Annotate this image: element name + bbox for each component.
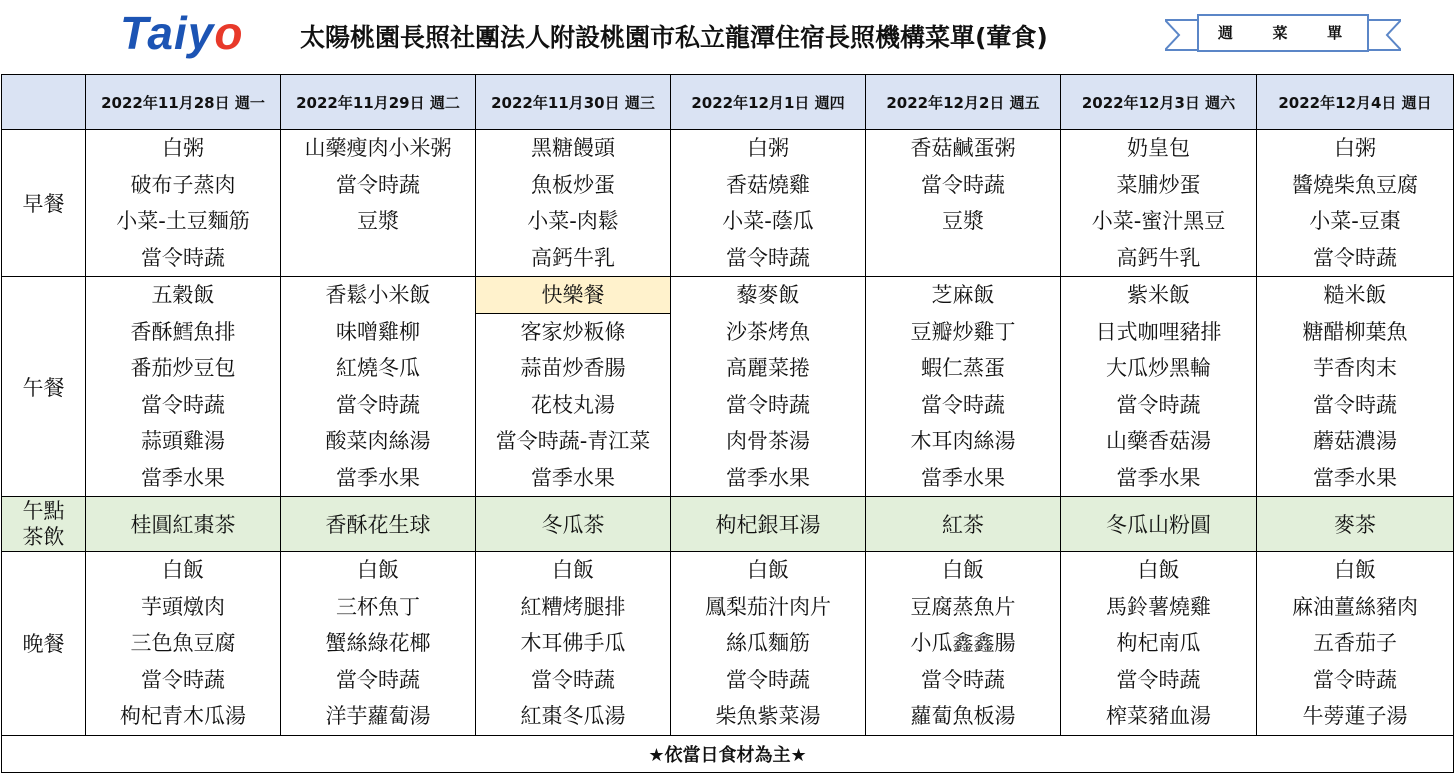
date-header: 2022年12月2日 週五 — [866, 75, 1061, 130]
menu-item: 花枝丸湯 — [531, 392, 615, 417]
menu-item: 柴魚紫菜湯 — [715, 704, 821, 728]
menu-item: 番茄炒豆包 — [130, 356, 236, 380]
menu-item — [281, 240, 475, 277]
menu-item: 高鈣牛乳 — [1116, 245, 1201, 270]
menu-item: 當令時蔬 — [1116, 392, 1201, 417]
lunch-cell — [86, 277, 281, 497]
dinner-cell — [1257, 552, 1454, 736]
menu-item: 山藥瘦肉小米粥 — [304, 136, 452, 160]
dinner-cell — [281, 552, 476, 736]
tea-cell: 枸杞銀耳湯 — [671, 497, 866, 552]
page-title: 太陽桃園長照社團法人附設桃園市私立龍潭住宿長照機構菜單(葷食) — [300, 23, 1048, 52]
breakfast-cell — [1257, 130, 1454, 277]
date-header: 2022年11月29日 週二 — [281, 75, 476, 130]
dinner-cell — [866, 552, 1061, 736]
breakfast-row — [2, 130, 1454, 277]
tea-cell: 冬瓜茶 — [476, 497, 671, 552]
breakfast-cell — [281, 130, 476, 277]
dinner-cell — [476, 552, 671, 736]
meal-label-tea: 午點 茶飲 — [2, 497, 86, 552]
menu-item: 破布子蒸肉 — [130, 172, 236, 197]
badge-char: 菜 — [1272, 23, 1288, 42]
menu-item: 白飯 — [357, 558, 399, 582]
menu-item: 木耳肉絲湯 — [910, 429, 1016, 453]
menu-item: 三色魚豆腐 — [130, 631, 236, 655]
menu-item: 山藥香菇湯 — [1106, 429, 1211, 453]
menu-item: 木耳佛手瓜 — [520, 631, 626, 655]
breakfast-cell — [671, 130, 866, 277]
tea-cell: 冬瓜山粉圓 — [1061, 497, 1257, 552]
menu-item: 當令時蔬 — [336, 392, 420, 417]
menu-item: 蒜苗炒香腸 — [520, 356, 626, 380]
weekly-menu-table — [1, 74, 1454, 773]
menu-item: 小菜-土豆麵筋 — [116, 209, 250, 233]
menu-item: 菜脯炒蛋 — [1116, 172, 1201, 197]
menu-item: 小菜-蜜汁黑豆 — [1091, 209, 1226, 233]
dinner-row — [2, 552, 1454, 736]
menu-item: 客家炒粄條 — [520, 319, 626, 344]
menu-item: 當季水果 — [1313, 465, 1397, 490]
lunch-cell — [866, 277, 1061, 497]
menu-item: 香鬆小米飯 — [325, 283, 431, 307]
menu-item: 麻油薑絲豬肉 — [1292, 594, 1418, 619]
dinner-cell — [1061, 552, 1257, 736]
menu-item: 當令時蔬 — [141, 392, 225, 417]
menu-item: 白飯 — [747, 558, 789, 582]
menu-item: 鳳梨茄汁肉片 — [705, 594, 831, 619]
menu-item: 當季水果 — [1116, 465, 1201, 490]
menu-item: 當令時蔬 — [726, 245, 810, 270]
menu-item — [866, 240, 1060, 277]
date-header: 2022年12月3日 週六 — [1061, 75, 1257, 130]
menu-item: 豆漿 — [942, 209, 984, 233]
menu-item: 豆瓣炒雞丁 — [910, 319, 1016, 344]
menu-item: 當令時蔬 — [1313, 245, 1397, 270]
menu-item: 當季水果 — [726, 465, 810, 490]
menu-item: 小菜-蔭瓜 — [722, 209, 814, 233]
menu-item: 牛蒡蓮子湯 — [1302, 704, 1408, 728]
breakfast-cell — [866, 130, 1061, 277]
menu-item: 蘿蔔魚板湯 — [910, 704, 1016, 728]
menu-item: 馬鈴薯燒雞 — [1106, 594, 1211, 619]
meal-label-breakfast: 早餐 — [2, 130, 86, 277]
menu-item: 小菜-豆棗 — [1309, 209, 1401, 233]
lunch-row — [2, 277, 1454, 497]
menu-item: 白飯 — [942, 558, 984, 582]
menu-item: 當令時蔬 — [141, 245, 225, 270]
menu-item: 魚板炒蛋 — [531, 172, 615, 197]
menu-item: 當令時蔬 — [531, 667, 615, 692]
menu-item: 藜麥飯 — [736, 283, 800, 307]
dinner-cell — [671, 552, 866, 736]
menu-item: 五香茄子 — [1313, 631, 1397, 655]
menu-item: 當季水果 — [921, 465, 1005, 490]
menu-item: 日式咖哩豬排 — [1095, 319, 1222, 344]
menu-item: 當季水果 — [141, 465, 225, 490]
menu-item: 白飯 — [1334, 558, 1376, 582]
menu-item: 紅棗冬瓜湯 — [520, 704, 626, 728]
lunch-cell — [1257, 277, 1454, 497]
menu-item: 當令時蔬 — [1313, 667, 1397, 692]
menu-item: 當季水果 — [336, 465, 420, 490]
lunch-cell — [281, 277, 476, 497]
menu-item: 白飯 — [552, 558, 594, 582]
tea-row — [2, 497, 1454, 552]
menu-item: 紫米飯 — [1127, 283, 1190, 307]
menu-item: 當令時蔬 — [1313, 392, 1397, 417]
menu-item: 紅糟烤腿排 — [520, 594, 626, 619]
date-header: 2022年12月1日 週四 — [671, 75, 866, 130]
tea-cell: 紅茶 — [866, 497, 1061, 552]
menu-item: 當令時蔬 — [1116, 667, 1201, 692]
menu-item: 枸杞青木瓜湯 — [120, 704, 246, 728]
lunch-cell — [476, 277, 671, 497]
menu-item: 高鈣牛乳 — [531, 245, 615, 270]
highlighted-menu-item: 快樂餐 — [476, 277, 670, 314]
menu-item: 大瓜炒黑輪 — [1106, 356, 1211, 380]
breakfast-cell — [1061, 130, 1257, 277]
menu-item: 味噌雞柳 — [336, 319, 420, 344]
weekly-menu-badge — [1198, 16, 1362, 48]
menu-item: 榨菜豬血湯 — [1106, 704, 1211, 728]
menu-item: 醬燒柴魚豆腐 — [1292, 172, 1418, 197]
menu-item: 蟹絲綠花椰 — [325, 631, 431, 655]
menu-item: 白粥 — [1334, 136, 1376, 160]
menu-item: 肉骨茶湯 — [726, 429, 810, 453]
menu-item: 當令時蔬-青江菜 — [495, 429, 651, 453]
taiyo-logo: Taiyo — [120, 7, 244, 59]
menu-item: 紅燒冬瓜 — [336, 356, 420, 380]
footer-note: ★依當日食材為主★ — [2, 735, 1454, 772]
menu-item: 當令時蔬 — [921, 172, 1005, 197]
lunch-cell — [1061, 277, 1257, 497]
breakfast-cell — [476, 130, 671, 277]
menu-item: 豆漿 — [357, 209, 399, 233]
footer-row — [2, 735, 1454, 772]
breakfast-cell — [86, 130, 281, 277]
menu-item: 黑糖饅頭 — [531, 136, 615, 160]
tea-cell: 香酥花生球 — [281, 497, 476, 552]
page-header — [0, 0, 1454, 74]
badge-char: 單 — [1327, 23, 1343, 42]
menu-item: 香菇燒雞 — [726, 172, 810, 197]
menu-item: 五穀飯 — [151, 283, 215, 307]
menu-item: 當令時蔬 — [726, 392, 810, 417]
lunch-cell — [671, 277, 866, 497]
menu-item: 當令時蔬 — [141, 667, 225, 692]
menu-item: 白飯 — [1137, 558, 1180, 582]
menu-item: 芋香肉末 — [1313, 356, 1397, 380]
menu-item: 酸菜肉絲湯 — [325, 429, 431, 453]
tea-cell: 桂圓紅棗茶 — [86, 497, 281, 552]
menu-item: 當令時蔬 — [336, 172, 420, 197]
menu-item: 當令時蔬 — [921, 667, 1005, 692]
menu-item: 絲瓜麵筋 — [726, 631, 810, 655]
menu-item: 白飯 — [162, 558, 204, 582]
date-header: 2022年12月4日 週日 — [1257, 75, 1454, 130]
menu-item: 枸杞南瓜 — [1116, 631, 1201, 655]
badge-char: 週 — [1217, 23, 1233, 42]
menu-item: 香菇鹹蛋粥 — [910, 136, 1016, 160]
dinner-cell — [86, 552, 281, 736]
menu-item: 糙米飯 — [1323, 283, 1387, 307]
menu-item: 當季水果 — [531, 465, 615, 490]
menu-item: 奶皇包 — [1127, 136, 1190, 160]
menu-item: 香酥鱈魚排 — [130, 319, 236, 344]
menu-item: 芝麻飯 — [931, 283, 995, 307]
menu-item: 洋芋蘿蔔湯 — [325, 704, 431, 728]
meal-label-dinner: 晚餐 — [2, 552, 86, 736]
corner-cell — [2, 75, 86, 130]
menu-item: 小瓜鑫鑫腸 — [910, 631, 1016, 655]
menu-item: 當令時蔬 — [336, 667, 420, 692]
menu-item: 小菜-肉鬆 — [527, 209, 619, 233]
menu-item: 蒜頭雞湯 — [141, 429, 225, 453]
menu-item: 沙茶烤魚 — [726, 319, 810, 344]
menu-item: 當令時蔬 — [726, 667, 810, 692]
menu-item: 三杯魚丁 — [336, 594, 420, 619]
meal-label-lunch: 午餐 — [2, 277, 86, 497]
date-header: 2022年11月30日 週三 — [476, 75, 671, 130]
menu-item: 高麗菜捲 — [726, 356, 810, 380]
menu-item: 蝦仁蒸蛋 — [921, 356, 1005, 380]
menu-item: 白粥 — [747, 136, 789, 160]
menu-item: 白粥 — [162, 136, 204, 160]
date-header-row — [2, 75, 1454, 130]
menu-item: 蘑菇濃湯 — [1313, 429, 1397, 453]
menu-item: 當令時蔬 — [921, 392, 1005, 417]
menu-item: 芋頭燉肉 — [141, 594, 225, 619]
date-header: 2022年11月28日 週一 — [86, 75, 281, 130]
menu-item: 豆腐蒸魚片 — [910, 594, 1016, 619]
tea-cell: 麥茶 — [1257, 497, 1454, 552]
menu-item: 糖醋柳葉魚 — [1302, 319, 1408, 344]
